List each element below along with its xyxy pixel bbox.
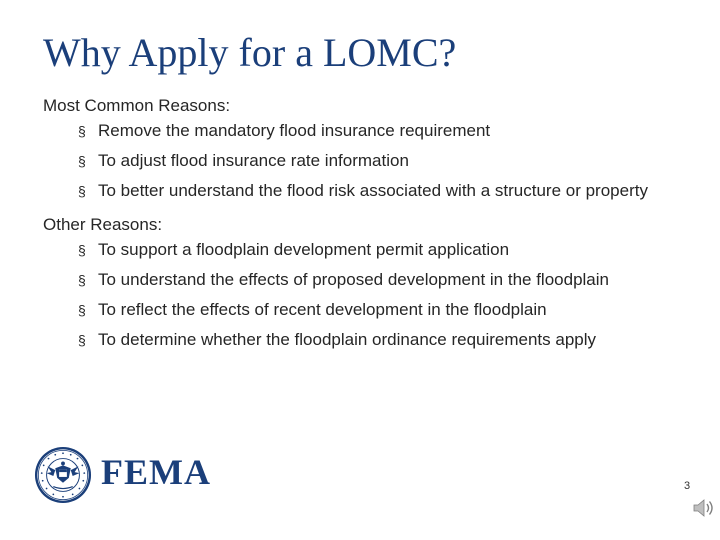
bullet-marker: §	[78, 123, 86, 139]
slide-title: Why Apply for a LOMC?	[43, 30, 457, 75]
section-heading-text: Most Common Reasons	[43, 96, 226, 115]
section-heading	[43, 215, 693, 235]
section-heading-text: Other Reasons	[43, 215, 158, 234]
section-heading	[43, 96, 693, 116]
list-item	[43, 330, 693, 350]
bullet-text: To adjust flood insurance rate information	[98, 151, 409, 170]
bullet-marker: §	[78, 302, 86, 318]
bullet-text: To better understand the flood risk associated with a structure or property	[98, 181, 648, 200]
bullet-text: To determine whether the floodplain ordinance requirements apply	[98, 330, 597, 349]
section-other	[43, 215, 693, 350]
list-item	[43, 151, 693, 171]
list-item	[43, 300, 693, 320]
section-heading-colon: :	[225, 96, 231, 115]
speaker-icon[interactable]	[690, 495, 716, 521]
page-number: 3	[684, 480, 691, 492]
bullet-list	[43, 121, 693, 201]
bullet-marker: §	[78, 272, 86, 288]
bullet-marker: §	[78, 153, 86, 169]
bullet-text: To understand the effects of proposed development in the floodplain	[98, 270, 609, 289]
list-item	[43, 240, 693, 260]
bullet-list	[43, 240, 693, 350]
seal-icon	[34, 446, 92, 504]
bullet-text: Remove the mandatory flood insurance requirement	[98, 121, 491, 140]
section-heading-colon: :	[157, 215, 163, 234]
bullet-text: To reflect the effects of recent development in the floodplain	[98, 300, 547, 319]
bullet-marker: §	[78, 332, 86, 348]
list-item	[43, 121, 693, 141]
fema-logo-wordmark: FEMA	[101, 452, 211, 492]
bullet-marker: §	[78, 183, 86, 199]
slide-content	[43, 96, 693, 360]
section-most-common	[43, 96, 693, 201]
list-item	[43, 270, 693, 290]
bullet-marker: §	[78, 242, 86, 258]
list-item	[43, 181, 693, 201]
bullet-text: To support a floodplain development permit application	[98, 240, 510, 259]
